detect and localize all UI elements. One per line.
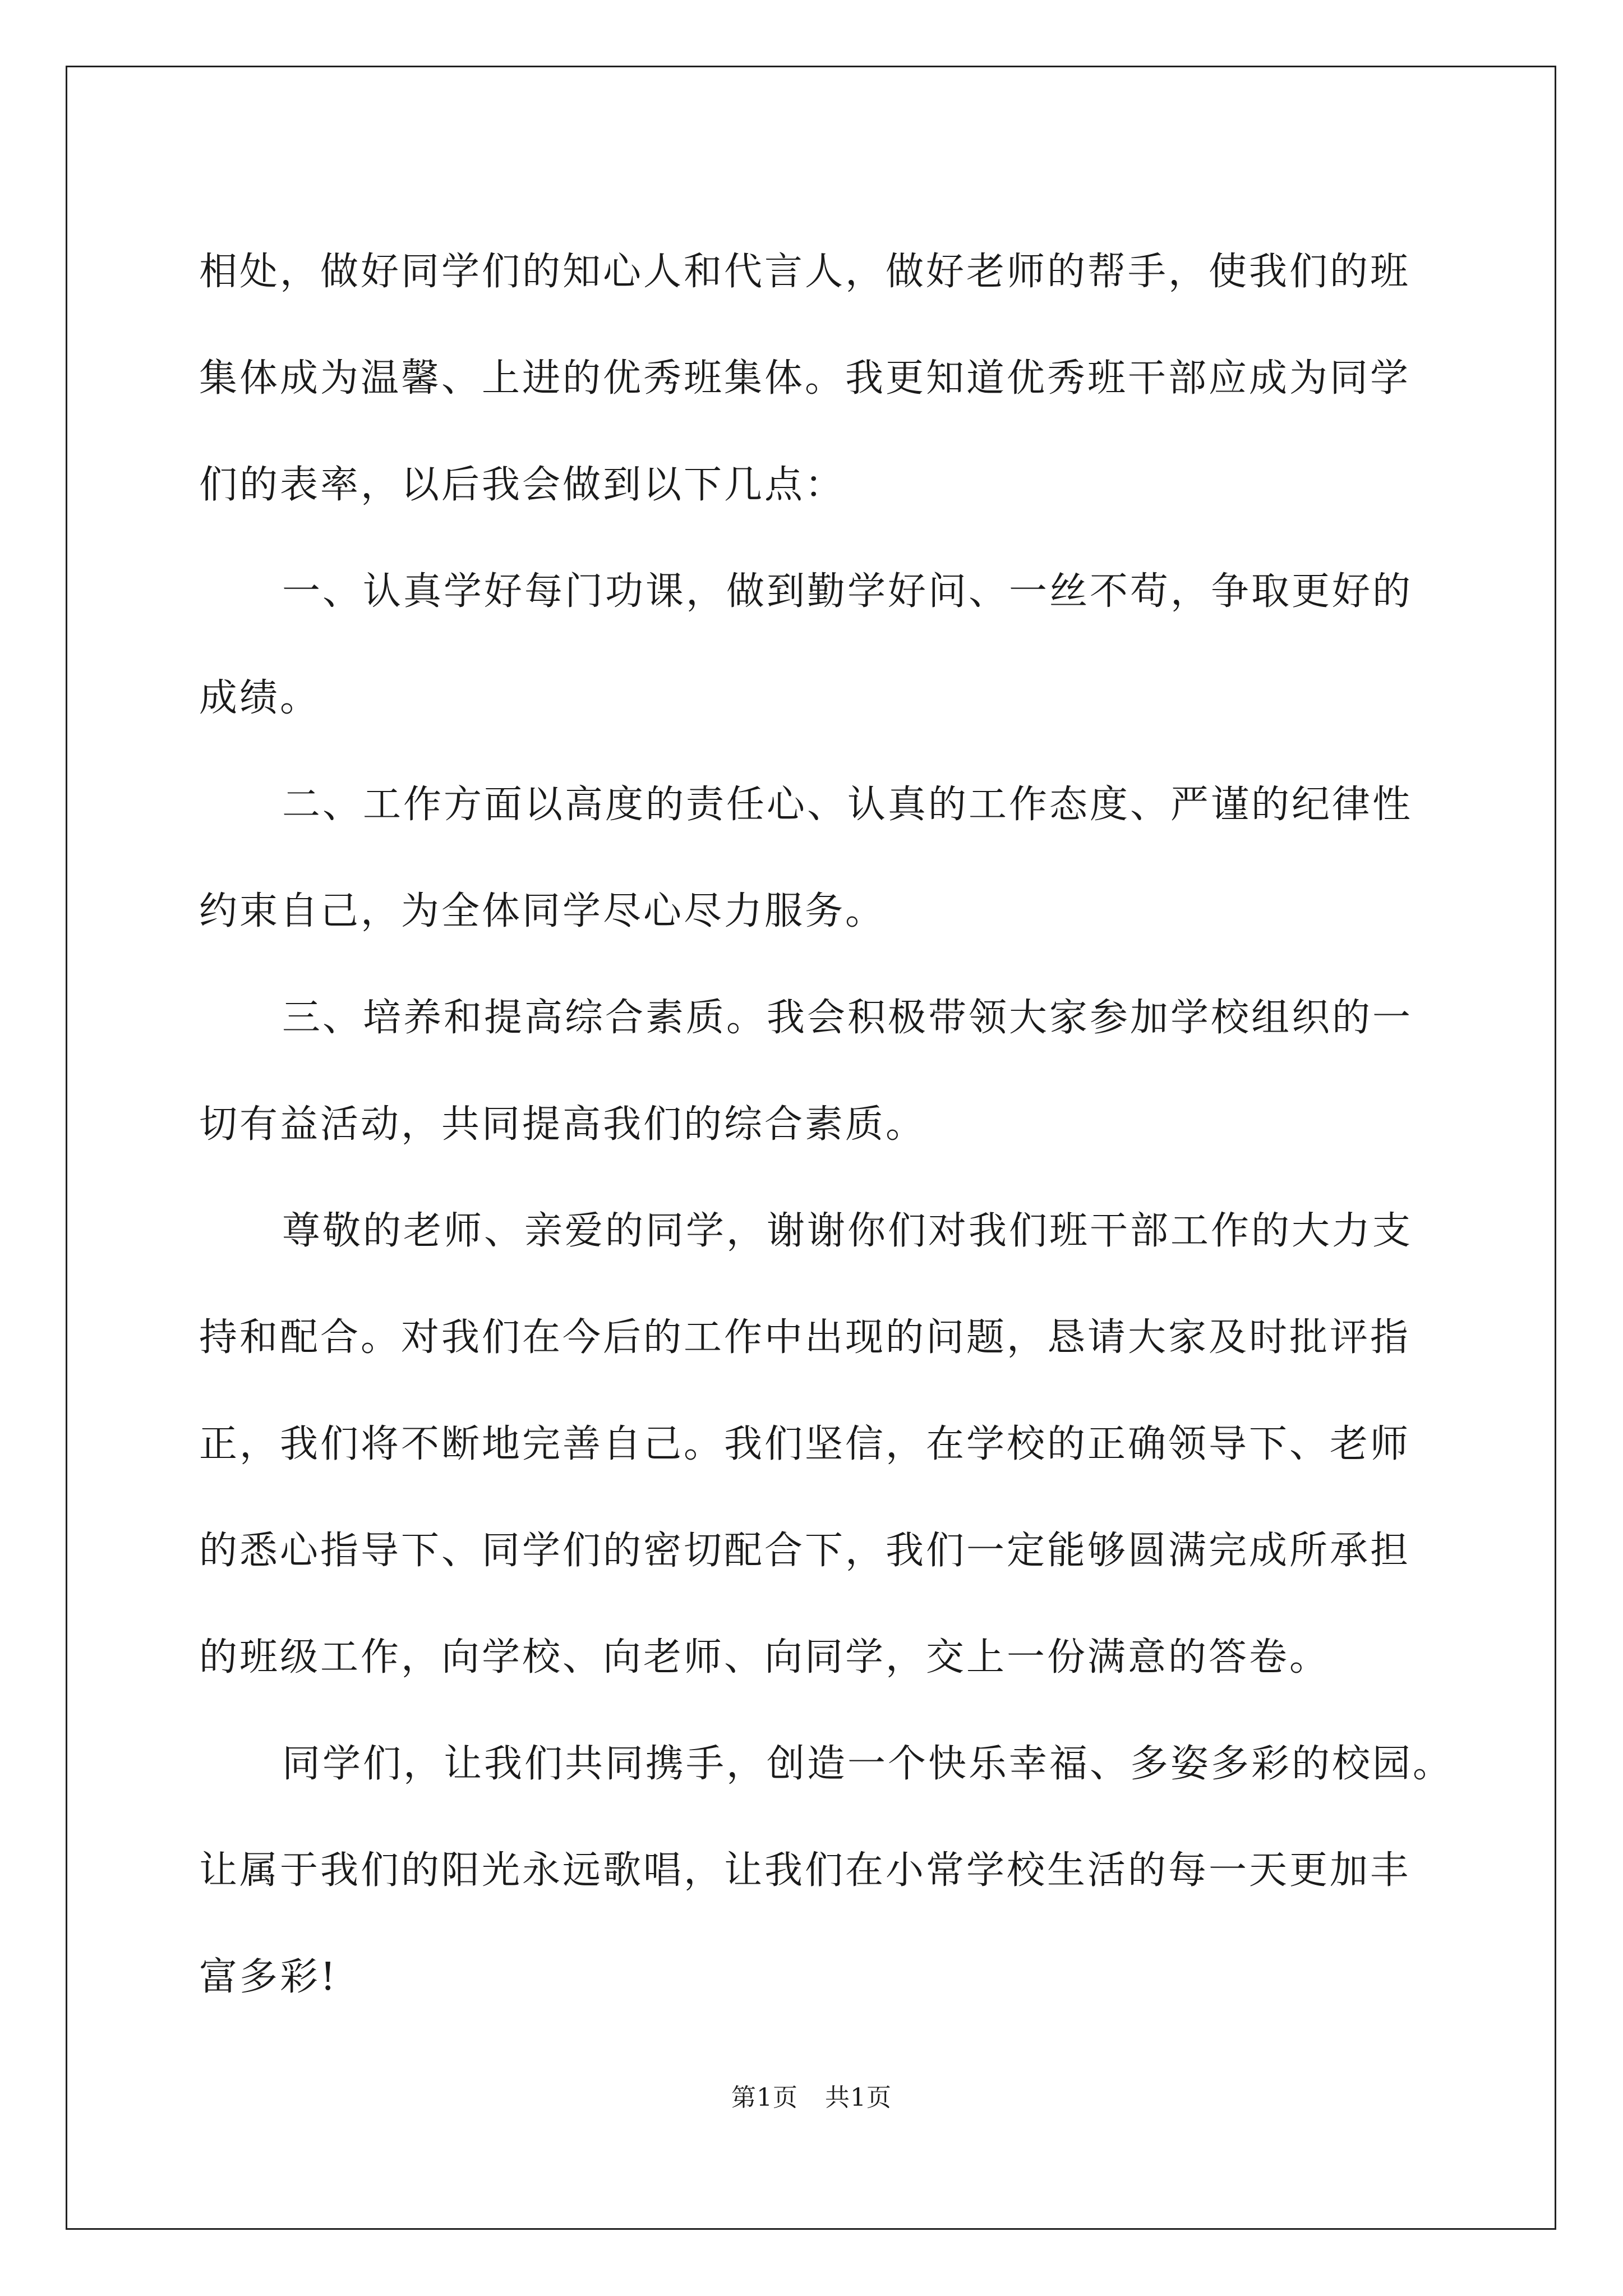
text-line: 尊敬的老师、亲爱的同学，谢谢你们对我们班干部工作的大力支 <box>282 1209 1413 1253</box>
text-line: 约束自己，为全体同学尽心尽力服务。 <box>199 889 886 933</box>
text-line: 切有益活动，共同提高我们的综合素质。 <box>199 1102 926 1147</box>
text-line: 的悉心指导下、同学们的密切配合下，我们一定能够圆满完成所承担 <box>199 1529 1411 1573</box>
text-line: 富多彩! <box>199 1955 338 1999</box>
page-footer <box>0 2081 1623 2115</box>
text-line: 让属于我们的阳光永远歌唱，让我们在小常学校生活的每一天更加丰 <box>199 1848 1411 1893</box>
text-line: 同学们，让我们共同携手，创造一个快乐幸福、多姿多彩的校园。 <box>282 1742 1454 1786</box>
text-line: 们的表率，以后我会做到以下几点： <box>199 463 846 507</box>
text-line: 的班级工作，向学校、向老师、向同学，交上一份满意的答卷。 <box>199 1635 1330 1680</box>
text-line: 正，我们将不断地完善自己。我们坚信，在学校的正确领导下、老师 <box>199 1422 1411 1466</box>
page-number: 第1页 <box>731 2083 798 2112</box>
text-line: 二、工作方面以高度的责任心、认真的工作态度、严谨的纪律性 <box>282 783 1413 827</box>
text-line: 成绩。 <box>199 676 321 720</box>
text-line: 持和配合。对我们在今后的工作中出现的问题，恳请大家及时批评指 <box>199 1315 1411 1360</box>
document-body <box>199 219 1459 2031</box>
text-line: 三、培养和提高综合素质。我会积极带领大家参加学校组织的一 <box>282 996 1413 1040</box>
page-total: 共1页 <box>825 2083 892 2112</box>
text-line: 相处，做好同学们的知心人和代言人，做好老师的帮手，使我们的班 <box>199 250 1411 294</box>
text-line: 一、认真学好每门功课，做到勤学好问、一丝不苟，争取更好的 <box>282 569 1413 614</box>
text-line: 集体成为温馨、上进的优秀班集体。我更知道优秀班干部应成为同学 <box>199 356 1411 401</box>
